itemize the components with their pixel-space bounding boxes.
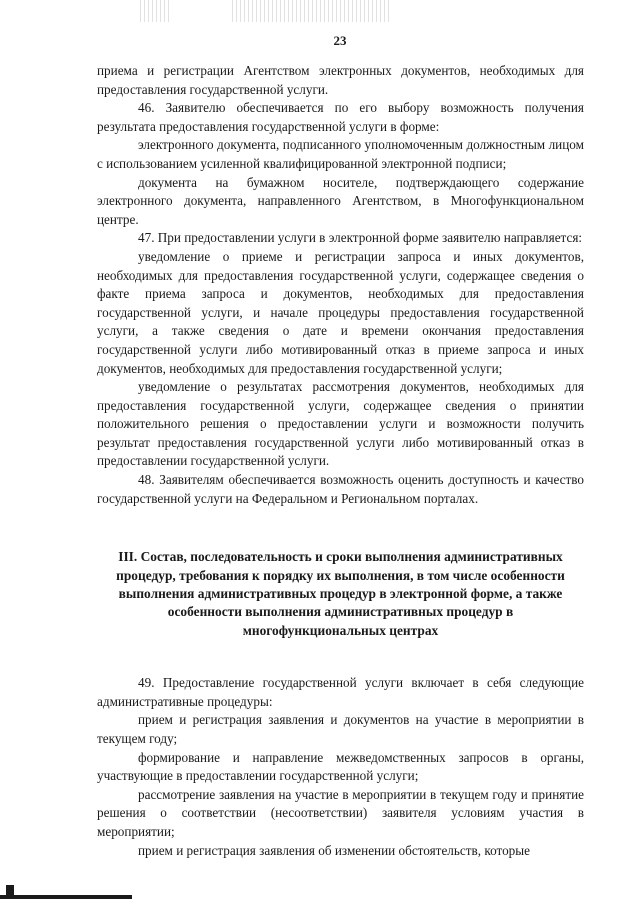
paragraph: приема и регистрации Агентством электронных документов, необходимых для предоставления государственной услуги. xyxy=(97,63,584,97)
document-body xyxy=(97,62,584,860)
paragraph: прием и регистрация заявления и документов на участие в мероприятии в текущем году; xyxy=(97,712,584,747)
paragraph: рассмотрение заявления на участие в мероприятии в текущем году и принятие решения о соответствии (несоответствии) заявителя условиям участия в мероприятии; xyxy=(97,786,584,840)
paragraph: 46. Заявителю обеспечивается по его выбору возможность получения результата предоставления государственной услуги в форме: xyxy=(97,100,584,134)
paragraph: формирование и направление межведомственных запросов в органы, участвующие в предоставлении государственной услуги; xyxy=(97,749,584,784)
scan-edge-bar xyxy=(0,895,132,899)
paragraph: 48. Заявителям обеспечивается возможность оценить доступность и качество государственной услуги на Федеральном и Региональном порталах. xyxy=(97,472,584,506)
text-block-before-section xyxy=(97,62,584,508)
paragraph: уведомление о результатах рассмотрения документов, необходимых для предоставления государственной услуги, содержащее сведения о принятии положительного решения о предоставлении услуги и возможности получить результат предоставления государственной услуги либо мотивированный отказ в предоставлении государственной услуги. xyxy=(97,379,584,469)
section-title: III. Состав, последовательность и сроки выполнения административных процедур, требования к порядку их выполнения, в том числе особенности выполнения административных процедур в электронной форме, а также особенности выполнения административных процедур в многофункциональных центрах xyxy=(116,549,565,638)
paragraph: уведомление о приеме и регистрации запроса и иных документов, необходимых для предоставления государственной услуги, содержащее сведения о факте приема запроса и документов, необходимых для предоставления государственной услуги, и начале процедуры предоставления государственной услуги, а также сведения о дате и времени окончания предоставления государственной услуги либо мотивированный отказ в приеме запроса и иных документов, необходимых для предоставления государственной услуги; xyxy=(97,248,584,376)
scan-edge-mark xyxy=(6,885,14,899)
scan-noise-top-center xyxy=(232,0,392,22)
scan-noise-top-left xyxy=(140,0,170,22)
paragraph: электронного документа, подписанного уполномоченным должностным лицом с использованием усиленной квалифицированной электронной подписи; xyxy=(97,137,584,171)
paragraph: 49. Предоставление государственной услуги включает в себя следующие административные процедуры: xyxy=(97,675,584,709)
paragraph: документа на бумажном носителе, подтверждающего содержание электронного документа, направленного Агентством, в Многофункциональном центре. xyxy=(97,174,584,227)
text-block-after-section xyxy=(97,674,584,860)
paragraph: прием и регистрация заявления об изменении обстоятельств, которые xyxy=(138,842,530,858)
page-number: 23 xyxy=(333,33,347,48)
paragraph: 47. При предоставлении услуги в электронной форме заявителю направляется: xyxy=(138,230,583,246)
